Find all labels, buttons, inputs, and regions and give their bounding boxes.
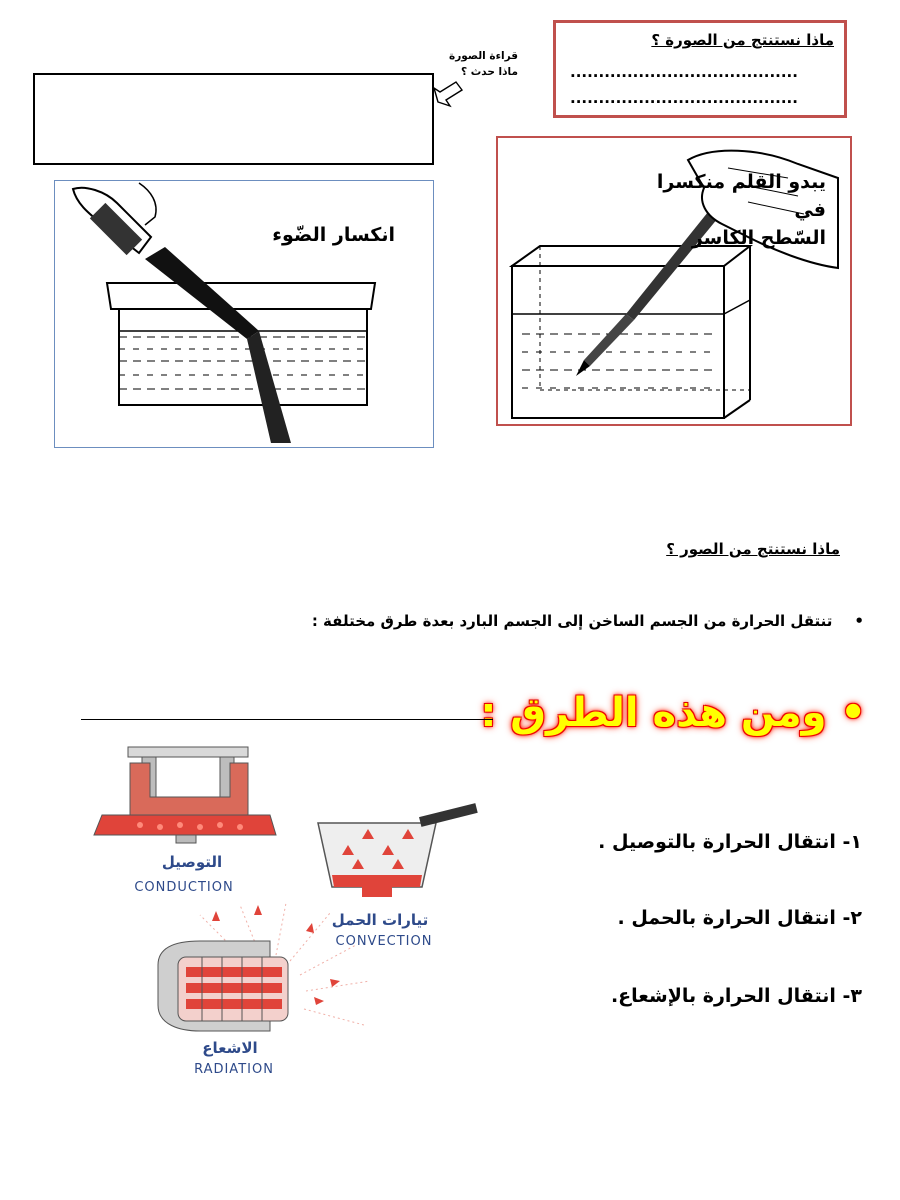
pencil-label-line: السّطح الكاسر <box>691 227 826 249</box>
reading-note <box>442 48 518 80</box>
radiation-ar-label: الاشعاع <box>202 1039 258 1057</box>
conduction-en-label: CONDUCTION <box>134 880 234 895</box>
method-item: ٢- انتقال الحرارة بالحمل . <box>617 907 862 929</box>
bullet-text <box>312 612 864 630</box>
refraction-figure <box>54 180 434 448</box>
conduction-ar-label: التوصيل <box>161 853 223 871</box>
answer-box[interactable] <box>33 73 434 165</box>
reading-note-line: قراءة الصورة <box>449 50 518 62</box>
answer-dots-line: ........................................ <box>570 89 798 107</box>
conduction-drawing <box>94 747 276 843</box>
divider <box>81 719 493 720</box>
bullet-content: تنتقل الحرارة من الجسم الساخن إلى الجسم البارد بعدة طرق مختلفة : <box>311 612 833 630</box>
pencil-figure <box>496 136 852 426</box>
convection-ar-label: تيارات الحمل <box>331 911 429 929</box>
refraction-label: انكسار الضّوء <box>272 224 395 246</box>
section-title: ماذا نستنتج من الصور ؟ <box>666 540 840 558</box>
pencil-label <box>626 168 826 252</box>
reading-note-line: ماذا حدث ؟ <box>460 66 518 78</box>
ways-heading: • ومن هذه الطرق : <box>480 690 866 736</box>
pencil-label-line: يبدو القلم منكسرا في <box>656 171 826 221</box>
pointer-arrow-icon <box>432 80 470 110</box>
bullet-symbol: • <box>854 612 864 630</box>
method-item: ١- انتقال الحرارة بالتوصيل . <box>598 831 862 853</box>
heat-transfer-illustration <box>80 735 490 1080</box>
convection-drawing <box>318 803 478 897</box>
question-box <box>553 20 847 118</box>
question-title: ماذا نستنتج من الصورة ؟ <box>651 31 834 49</box>
method-item: ٣- انتقال الحرارة بالإشعاع. <box>610 985 862 1007</box>
convection-en-label: CONVECTION <box>335 934 433 949</box>
answer-dots-line: ........................................ <box>570 63 798 81</box>
radiation-en-label: RADIATION <box>194 1062 274 1077</box>
